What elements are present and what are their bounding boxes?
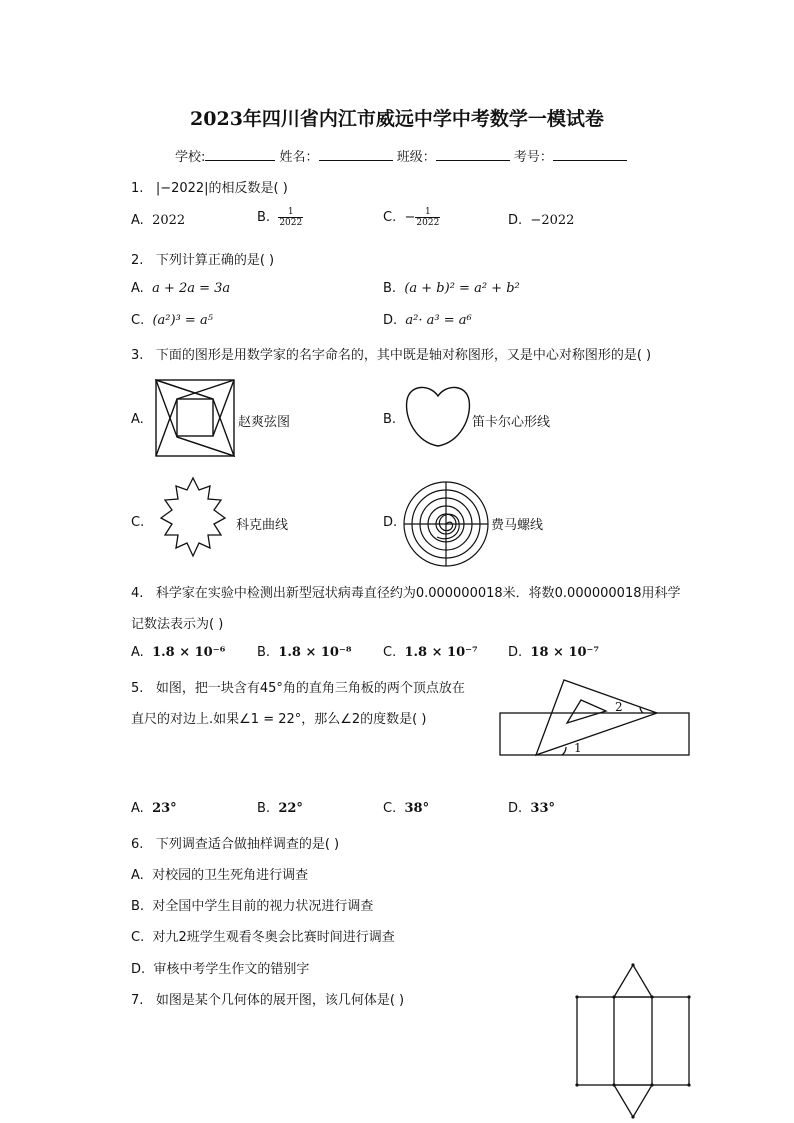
option-1c [383,207,440,228]
option-letter: A. [131,213,144,228]
question-2 [131,249,274,268]
option-text: 2022 [152,213,186,228]
option-2c [131,313,213,328]
option-text: 1.8 × 10⁻⁸ [278,645,352,660]
fermat-spiral-figure-icon [403,481,489,567]
option-letter: B. [257,645,271,660]
fraction-numerator: 1 [415,207,440,218]
angle-1-label: 1 [574,741,582,755]
question-stem: 下列调查适合做抽样调查的是( ) [155,837,340,852]
question-number: 7. [131,993,144,1008]
question-7 [131,989,404,1008]
option-text: 对校园的卫生死角进行调查 [152,868,309,883]
option-text: (a + b)² = a² + b² [404,281,520,296]
question-5-line-2: 直尺的对边上.如果∠1 = 22°，那么∠2的度数是( ) [131,712,427,727]
option-2a [131,281,230,296]
option-3b-caption: 笛卡尔心形线 [472,415,551,430]
fraction-denominator: 2022 [279,218,303,228]
option-letter: B. [257,210,271,225]
option-6a [131,864,308,883]
option-text: 对九2班学生观看冬奥会比赛时间进行调查 [152,930,395,945]
option-3d-caption: 费马螺线 [491,518,544,533]
option-text: 1.8 × 10⁻⁶ [152,645,226,660]
school-label: 学校: [175,150,206,165]
ruler-triangle-figure-icon [499,678,691,758]
fraction [278,207,303,228]
option-letter: D. [383,313,398,328]
option-letter: B. [383,281,397,296]
option-5b [257,801,303,816]
class-label: 班级： [396,150,436,165]
question-stem-line-1: 如图，把一块含有45°角的直角三角板的两个顶点放在 [155,681,465,696]
question-1 [131,177,288,196]
option-letter: B. [257,801,271,816]
name-label: 姓名： [279,150,319,165]
option-3b-letter: B. [383,412,397,427]
option-text: a²· a³ = a⁶ [405,313,472,328]
question-4 [131,582,681,601]
option-text: (a²)³ = a⁵ [152,313,213,328]
option-letter: A. [131,645,144,660]
option-3a-caption: 赵爽弦图 [238,415,291,430]
option-3a-letter: A. [131,412,144,427]
question-stem: |−2022|的相反数是( ) [155,181,288,196]
option-6b [131,895,373,914]
exam-number-blank[interactable] [553,148,627,161]
option-4c [383,645,478,660]
exam-number-label: 考号： [513,150,553,165]
option-letter: C. [131,930,145,945]
option-letter: C. [383,801,397,816]
option-text: 审核中考学生作文的错别字 [153,962,310,977]
cardioid-figure-icon [404,382,472,450]
option-text: 38° [404,801,430,816]
option-letter: D. [508,801,523,816]
zhao-shuang-figure-icon [155,379,235,457]
fraction [415,207,440,228]
option-1b [257,207,303,228]
question-number: 6. [131,837,144,852]
option-letter: C. [383,645,397,660]
option-text: a + 2a = 3a [152,281,231,296]
option-letter: D. [508,645,523,660]
option-text: 23° [152,801,177,816]
question-number: 1. [131,181,144,196]
question-number: 5. [131,681,144,696]
option-2b [383,281,520,296]
option-letter: D. [508,213,523,228]
name-blank[interactable] [319,148,393,161]
option-text: 33° [530,801,556,816]
option-text: 对全国中学生目前的视力状况进行调查 [152,899,374,914]
option-letter: A. [131,281,144,296]
option-letter: C. [131,313,145,328]
question-stem: 如图是某个几何体的展开图，该几何体是( ) [155,993,405,1008]
option-6d [131,958,309,977]
option-text: −2022 [530,213,575,228]
option-1d [508,213,574,228]
angle-2-label: 2 [615,700,623,714]
option-1a [131,213,185,228]
option-letter: B. [131,899,145,914]
prism-net-figure-icon [576,963,690,1121]
option-text: 22° [278,801,303,816]
option-3c-caption: 科克曲线 [236,518,289,533]
question-number: 2. [131,253,144,268]
option-3c-letter: C. [131,515,145,530]
option-text: 1.8 × 10⁻⁷ [404,645,478,660]
koch-curve-figure-icon [148,477,238,565]
school-blank[interactable] [205,148,275,161]
option-5d [508,801,555,816]
exam-title: 2023年四川省内江市威远中学中考数学一模试卷 [190,108,604,130]
question-4-line-2: 记数法表示为( ) [131,617,224,632]
option-text: 18 × 10⁻⁷ [530,645,600,660]
question-6 [131,833,339,852]
option-4a [131,645,225,660]
option-4b [257,645,352,660]
option-letter: A. [131,868,144,883]
option-6c [131,926,395,945]
option-5c [383,801,429,816]
option-letter: A. [131,801,144,816]
fraction-numerator: 1 [278,207,303,218]
question-stem-line-1: 科学家在实验中检测出新型冠状病毒直径约为0.000000018米．将数0.000000018用科学 [155,586,681,601]
option-letter: D. [131,962,146,977]
option-5a [131,801,177,816]
option-2d [383,313,472,328]
option-prefix: − [404,210,416,225]
question-number: 4. [131,586,144,601]
question-stem: 下面的图形是用数学家的名字命名的，其中既是轴对称图形，又是中心对称图形的是( ) [155,348,652,363]
class-blank[interactable] [436,148,510,161]
question-stem: 下列计算正确的是( ) [155,253,275,268]
fraction-denominator: 2022 [416,218,440,228]
student-info-line [175,146,627,165]
question-5 [131,677,465,696]
option-3d-letter: D. [383,515,398,530]
option-4d [508,645,599,660]
question-number: 3. [131,348,144,363]
option-letter: C. [383,210,397,225]
question-3 [131,344,651,363]
